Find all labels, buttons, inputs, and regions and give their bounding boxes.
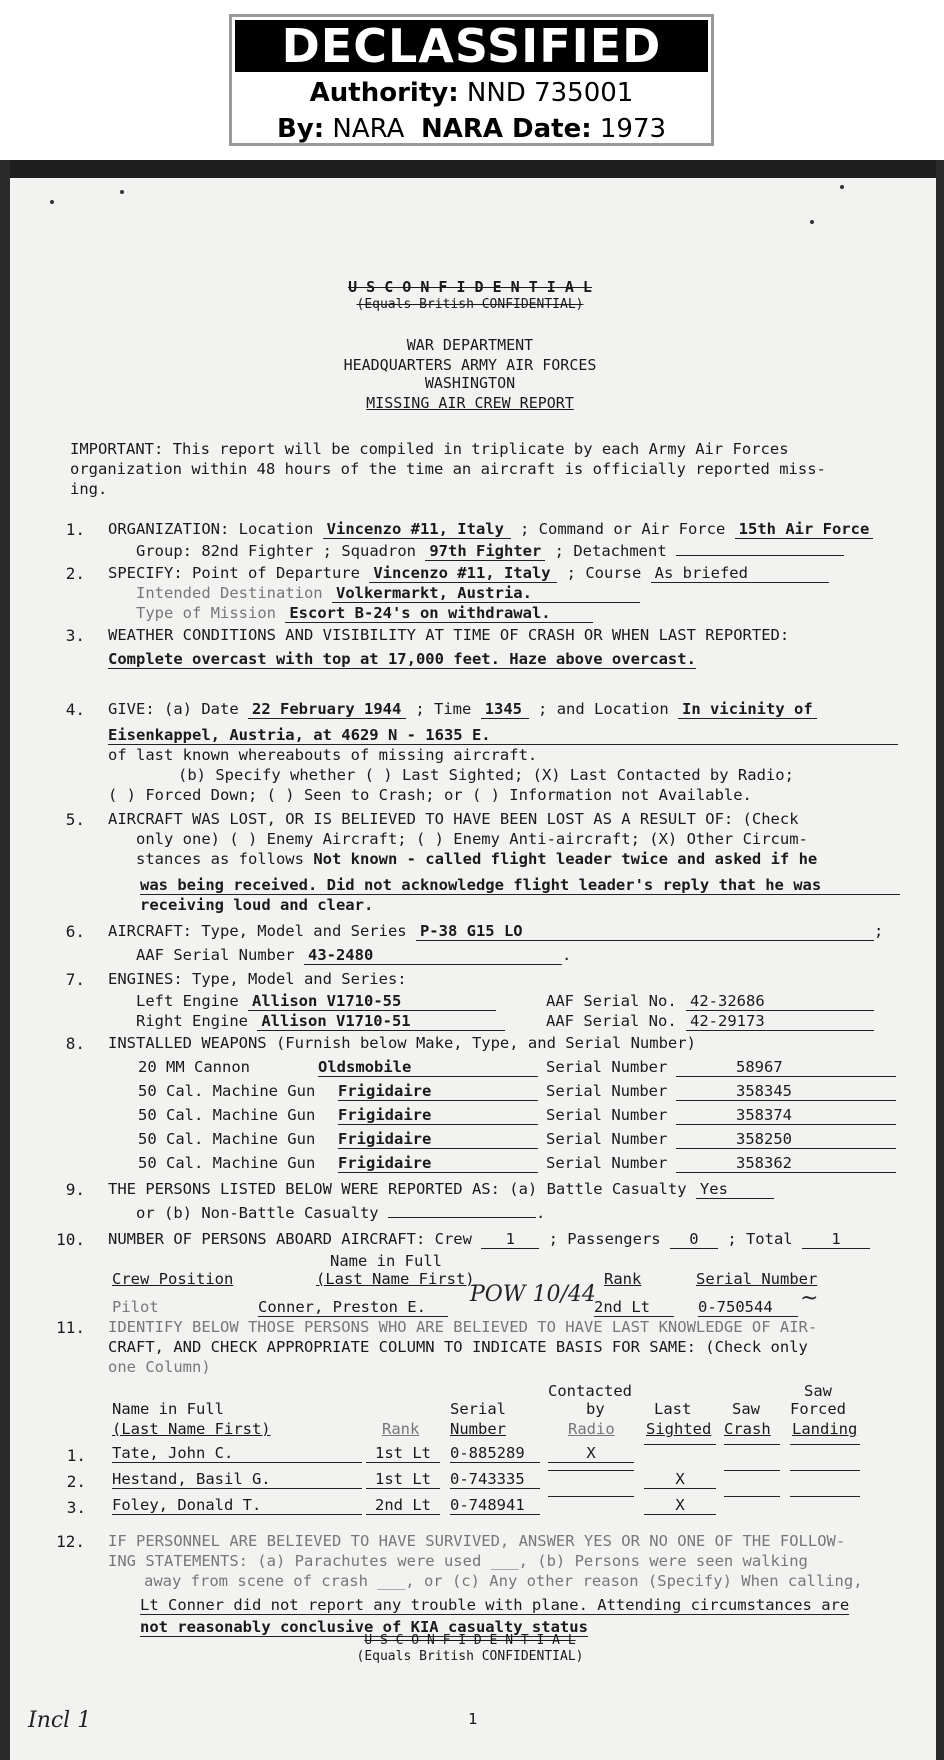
org-squadron: 97th Fighter (425, 542, 545, 561)
lost-row-3: stances as follows Not known - called flight leader twice and asked if he (136, 850, 818, 868)
specify-row-1: SPECIFY: Point of Departure Vincenzo #11, Italy ; Course As briefed (108, 564, 829, 583)
departure-point: Vincenzo #11, Italy (369, 564, 557, 583)
give-row-1: GIVE: (a) Date 22 February 1944 ; Time 1345 ; and Location In vicinity of (108, 700, 817, 719)
witness-sighted: X (644, 1470, 716, 1489)
weapon-type: 50 Cal. Machine Gun (138, 1154, 316, 1172)
row-number: 3. (66, 1498, 86, 1517)
left-engine-serial: 42-32686 (686, 992, 874, 1011)
left-engine-serial-row: AAF Serial No. 42-32686 (546, 992, 874, 1011)
right-engine-serial: 42-29173 (686, 1012, 874, 1031)
give-row-3: of last known whereabouts of missing aircraft. (108, 746, 538, 764)
witness-name: Foley, Donald T. (112, 1496, 362, 1515)
aircraft-row-2: AAF Serial Number 43-2480 . (136, 946, 572, 964)
aircraft-serial: 43-2480 (304, 946, 562, 965)
weapon-make: Frigidaire (338, 1106, 538, 1125)
weapon-make: Frigidaire (338, 1154, 538, 1173)
persons-row: NUMBER OF PERSONS ABOARD AIRCRAFT: Crew 1 ; Passengers 0 ; Total 1 (108, 1230, 870, 1249)
org-command: 15th Air Force (735, 520, 874, 539)
page-number: 1 (468, 1710, 478, 1728)
crew-col-rank: Rank (604, 1270, 642, 1288)
casualty-row-1: THE PERSONS LISTED BELOW WERE REPORTED AS: (a) Battle Casualty Yes (108, 1180, 774, 1199)
important-line-3: ing. (70, 480, 108, 498)
survived-row-2: ING STATEMENTS: (a) Parachutes were used ___, (b) Persons were seen walking (108, 1552, 808, 1570)
witness-name: Tate, John C. (112, 1444, 362, 1463)
hdr-crash-1: Saw (732, 1400, 760, 1418)
crew-col-name-1: Name in Full (330, 1252, 442, 1270)
witness-sighted: X (644, 1496, 716, 1515)
authority-value: NND 735001 (466, 78, 634, 108)
identify-row-2: CRAFT, AND CHECK APPROPRIATE COLUMN TO INDICATE BASIS FOR SAME: (Check only (108, 1338, 808, 1356)
weapon-make: Frigidaire (338, 1130, 538, 1149)
pow-annotation: POW 10/44 (470, 1282, 596, 1307)
witness-radio: X (548, 1444, 634, 1463)
hdr-contacted-3: Radio (568, 1420, 615, 1438)
lost-reason-3: receiving loud and clear. (140, 896, 374, 914)
org-row-1: ORGANIZATION: Location Vincenzo #11, Italy ; Command or Air Force 15th Air Force (108, 520, 873, 539)
weapon-serial: 358250 (676, 1130, 896, 1149)
identify-row-1: IDENTIFY BELOW THOSE PERSONS WHO ARE BELIEVED TO HAVE LAST KNOWLEDGE OF AIR- (108, 1318, 818, 1336)
by-value: NARA (332, 114, 405, 144)
weapon-serial-label: Serial Number (546, 1058, 668, 1076)
weapon-serial-label: Serial Number (546, 1154, 668, 1172)
witness-serial: 0-743335 (450, 1470, 540, 1489)
location-field-1: In vicinity of (678, 700, 817, 719)
date-field: 22 February 1944 (248, 700, 406, 719)
witness-crash (724, 1470, 780, 1471)
lost-reason-2: was being received. Did not acknowledge flight leader's reply that he was (140, 876, 900, 895)
important-line-2: organization within 48 hours of the time an aircraft is officially reported miss- (70, 460, 826, 478)
pilot-position: Pilot (112, 1298, 159, 1316)
witness-radio (548, 1470, 634, 1471)
hdr-contacted-1: Contacted (548, 1382, 632, 1400)
aircraft-model: P-38 G15 LO (416, 922, 874, 941)
witness-rank: 1st Lt (366, 1444, 440, 1463)
weapon-serial-label: Serial Number (546, 1106, 668, 1124)
classification-sub: (Equals British CONFIDENTIAL) (356, 297, 584, 312)
item-number: 8. (65, 1034, 85, 1053)
lost-reason-1: Not known - called flight leader twice and asked if he (313, 850, 818, 868)
weather-label: WEATHER CONDITIONS AND VISIBILITY AT TIME OF CRASH OR WHEN LAST REPORTED: (108, 626, 790, 644)
org-location: Vincenzo #11, Italy (323, 520, 511, 539)
weapon-serial-label: Serial Number (546, 1130, 668, 1148)
crew-col-position: Crew Position (112, 1270, 234, 1288)
classification-top: U S C O N F I D E N T I A L (348, 278, 592, 296)
item-number: 12. (56, 1532, 85, 1551)
document-sheet (0, 160, 944, 1760)
item-number: 3. (65, 626, 85, 645)
weather-value: Complete overcast with top at 17,000 feet. Haze above overcast. (108, 650, 696, 668)
weapon-serial: 358374 (676, 1106, 896, 1125)
survived-row-1: IF PERSONNEL ARE BELIEVED TO HAVE SURVIVED, ANSWER YES OR NO ONE OF THE FOLLOW- (108, 1532, 846, 1550)
weapon-type: 20 MM Cannon (138, 1058, 250, 1076)
casualty-row-2: or (b) Non-Battle Casualty . (136, 1204, 546, 1222)
location-field-2: Eisenkappel, Austria, at 4629 N - 1635 E. (108, 726, 898, 745)
course-value: As briefed (651, 564, 829, 583)
give-row-4: (b) Specify whether ( ) Last Sighted; (X) Last Contacted by Radio; (178, 766, 794, 784)
hdr-forced-2: Forced (790, 1400, 846, 1418)
specify-row-3: Type of Mission Escort B-24's on withdrawal. (136, 604, 593, 623)
destination-value: Volkermarkt, Austria. (332, 584, 640, 603)
right-engine-row: Right Engine Allison V1710-51 (136, 1012, 505, 1031)
hdr-name-1: Name in Full (112, 1400, 224, 1418)
weapon-serial: 58967 (676, 1058, 896, 1077)
right-engine: Allison V1710-51 (257, 1012, 505, 1031)
survived-row-4: Lt Conner did not report any trouble with plane. Attending circumstances are (140, 1596, 850, 1614)
pilot-rank: 2nd Lt (594, 1298, 674, 1317)
hdr-name-2: (Last Name First) (112, 1420, 271, 1438)
weapon-type: 50 Cal. Machine Gun (138, 1106, 316, 1124)
hdr-serial-1: Serial (450, 1400, 506, 1418)
crew-count: 1 (481, 1230, 539, 1249)
witness-radio (548, 1496, 634, 1497)
item-number: 9. (65, 1180, 85, 1199)
inclosure-note: Incl 1 (28, 1708, 92, 1733)
declassified-stamp (229, 14, 714, 146)
item-number: 1. (65, 520, 85, 539)
hdr-contacted-2: by (586, 1400, 605, 1418)
witness-sighted (644, 1444, 716, 1445)
item-number: 11. (56, 1318, 85, 1337)
item-number: 6. (65, 922, 85, 941)
specify-row-2: Intended Destination Volkermarkt, Austria. (136, 584, 640, 603)
weapon-make: Oldsmobile (318, 1058, 538, 1077)
witness-forced (790, 1470, 860, 1471)
give-row-5: ( ) Forced Down; ( ) Seen to Crash; or ( ) Information not Available. (108, 786, 752, 804)
important-line-1: IMPORTANT: This report will be compiled in triplicate by each Army Air Forces (70, 440, 789, 458)
witness-name: Hestand, Basil G. (112, 1470, 362, 1489)
battle-casualty: Yes (696, 1180, 774, 1199)
engines-label: ENGINES: Type, Model and Series: (108, 970, 407, 988)
city-title: WASHINGTON (424, 374, 516, 392)
witness-rank: 1st Lt (366, 1470, 440, 1489)
declassified-banner: DECLASSIFIED (235, 20, 708, 72)
weapon-make: Frigidaire (338, 1082, 538, 1101)
row-number: 1. (66, 1446, 86, 1465)
hdr-crash-2: Crash (724, 1420, 771, 1438)
weapons-label: INSTALLED WEAPONS (Furnish below Make, Type, and Serial Number) (108, 1034, 696, 1052)
item-number: 7. (65, 970, 85, 989)
date-value: 1973 (599, 114, 667, 144)
pilot-name: Conner, Preston E. (258, 1298, 448, 1317)
witness-rank: 2nd Lt (366, 1496, 440, 1515)
hdr-serial-2: Number (450, 1420, 506, 1438)
item-number: 4. (65, 700, 85, 719)
witness-crash (724, 1444, 780, 1445)
survived-row-5: not reasonably conclusive of KIA casualty status (140, 1618, 588, 1636)
right-engine-serial-row: AAF Serial No. 42-29173 (546, 1012, 874, 1031)
crew-col-name-2: (Last Name First) (316, 1270, 475, 1288)
aircraft-row-1: AIRCRAFT: Type, Model and Series P-38 G15 LO ; (108, 922, 884, 940)
pilot-serial: 0-750544 (698, 1298, 798, 1317)
lost-row-2: only one) ( ) Enemy Aircraft; ( ) Enemy Anti-aircraft; (X) Other Circum- (136, 830, 808, 848)
witness-forced (790, 1496, 860, 1497)
hdr-last-2: Sighted (646, 1420, 712, 1438)
left-engine: Allison V1710-55 (248, 992, 496, 1011)
witness-crash (724, 1496, 780, 1497)
by-line: By: NARA NARA Date: 1973 (276, 114, 667, 144)
org-row-2: Group: 82nd Fighter ; Squadron 97th Fighter ; Detachment (136, 542, 844, 561)
hdr-rank: Rank (382, 1420, 420, 1438)
crew-col-serial: Serial Number (696, 1270, 818, 1288)
survived-row-3: away from scene of crash ___, or (c) Any other reason (Specify) When calling, (144, 1572, 863, 1590)
total-count: 1 (802, 1230, 870, 1249)
hdr-forced-3: Landing (792, 1420, 858, 1438)
witness-forced (790, 1444, 860, 1445)
row-number: 2. (66, 1472, 86, 1491)
classification-bottom: U S C O N F I D E N T I A L (364, 1633, 576, 1648)
org-group: 82nd Fighter (201, 542, 314, 560)
identify-row-3: one Column) (108, 1358, 211, 1376)
weapon-serial-label: Serial Number (546, 1082, 668, 1100)
witness-serial: 0-885289 (450, 1444, 540, 1463)
weapon-serial: 358362 (676, 1154, 896, 1173)
weapon-type: 50 Cal. Machine Gun (138, 1130, 316, 1148)
weapon-serial: 358345 (676, 1082, 896, 1101)
witness-serial: 0-748941 (450, 1496, 540, 1515)
hq-title: HEADQUARTERS ARMY AIR FORCES (343, 356, 597, 374)
page-title: MISSING AIR CREW REPORT (366, 394, 574, 412)
initials-mark: ~ (800, 1286, 819, 1311)
lost-row-1: AIRCRAFT WAS LOST, OR IS BELIEVED TO HAVE BEEN LOST AS A RESULT OF: (Check (108, 810, 799, 828)
hdr-forced-1: Saw (804, 1382, 832, 1400)
mission-value: Escort B-24's on withdrawal. (285, 604, 593, 623)
item-number: 2. (65, 564, 85, 583)
item-number: 10. (56, 1230, 85, 1249)
authority-line: Authority: NND 735001 (309, 78, 634, 108)
time-field: 1345 (481, 700, 529, 719)
classification-bottom-sub: (Equals British CONFIDENTIAL) (356, 1649, 584, 1664)
hdr-last-1: Last (654, 1400, 692, 1418)
passenger-count: 0 (670, 1230, 718, 1249)
dept-title: WAR DEPARTMENT (406, 336, 534, 354)
weapon-type: 50 Cal. Machine Gun (138, 1082, 316, 1100)
item-number: 5. (65, 810, 85, 829)
left-engine-row: Left Engine Allison V1710-55 (136, 992, 496, 1011)
